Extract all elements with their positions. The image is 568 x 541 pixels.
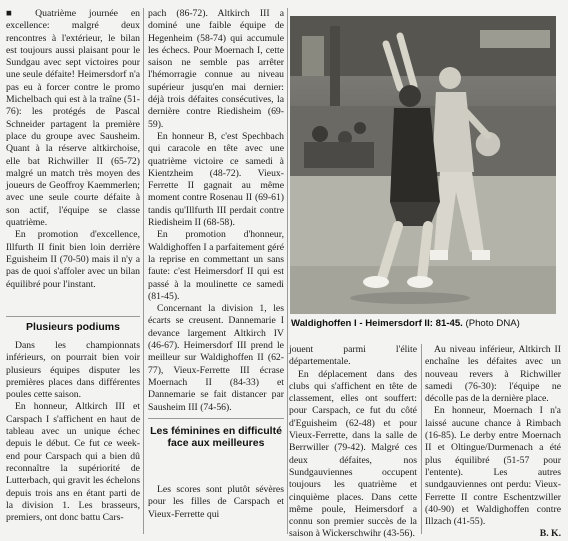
paragraph: En déplacement dans des clubs qui s'affichent en tête de classement, elles ont souffert: pour Carspach, ce fut du côté d'Eguisheim (62-48) et pour Vieux-Ferrette, dans la salle de Berrwiller (79-42). Malgré ces deux défaites, nos Sundgauviennes occupent toujours les quatrième et cinquième places. Dans cette même poule, Heimersdorf a connu son premier succès de la saison à Wickerschwihr (43-56).: [289, 368, 417, 540]
article-column-2: [148, 8, 284, 414]
photo-illustration: [290, 16, 556, 314]
paragraph: pach (86-72). Altkirch III a dominé une faible équipe de Hegenheim (58-74) qui accumule les échecs. Pour Moernach I, cette saison ne semble pas arrêter l'hémorragie connue au niveau supérieur jusqu'en mai dernier: déjà trois défaites consécutives, la dernière contre Riedisheim (69-59).: [148, 8, 284, 130]
paragraph: ■ Quatrième journée en excellence: malgré deux rencontres à l'extérieur, le bilan est toujours aussi plaisant pour le Sundgau avec sept victoires pour une seule défaite! Heimersdorf n'a pas eu à forcer contre le promo Michelbach qui est à la traîne (51-76): les protégés de Pascal Schneider partagent la première place du groupe avec Sausheim. Quant à la réserve altkirchoise, elle bat Richwiller II (65-72) malgré un match très moyen des joueurs de Geoffroy Kaemmerlen; avec une seule courte défaite à son actif, l'équipe se classe quatrième.: [6, 8, 140, 229]
paragraph: Au niveau inférieur, Altkirch II enchaîne les défaites avec un nouveau revers à Richwiller samedi (76-30): l'équipe ne décolle pas de la dernière place.: [425, 344, 561, 405]
paragraph: Dans les championnats inférieurs, on pourrait bien voir plusieurs équipes disputer les premières places dans différentes poules cette saison.: [6, 340, 140, 401]
paragraph: En honneur, Altkirch III et Carspach I s'affichent en haut de tableau avec un unique échec depuis le début. Ce fut ce week-end pour Carspach qui a bien dû reconnaître la supériorité de Lutterbach, qui gravit les échelons depuis trois ans en étant parti de la division 1. Les brasseurs, premiers, ont donc battu Cars-: [6, 401, 140, 524]
section-subhead: [148, 425, 284, 449]
article-column-4: [425, 344, 561, 541]
column-divider: [421, 344, 422, 534]
divider: [148, 418, 284, 419]
paragraph: En honneur, Moernach I n'a laissé aucune chance à Rimbach (16-85). Le derby entre Moernach II et Oltingue/Durmenach a été plus équilibré (51-57 pour l'entente). Les autres sundgauviennes ont perdu: Vieux-Ferrette II contre Eschentzwiller (40-90) et Waldighoffen contre Illzach (41-55).: [425, 405, 561, 528]
subhead-line: face aux meilleures: [167, 437, 265, 449]
photo-caption: [291, 318, 559, 330]
column-divider: [287, 8, 288, 534]
article-column-2-lower: [148, 484, 284, 521]
basketball-photo: [290, 16, 556, 314]
paragraph: En promotion d'excellence, Illfurth II finit bien loin derrière Eguisheim II (70-50) mais il n'y a pas de quoi s'affoler avec un bilan équilibré pour l'instant.: [6, 229, 140, 290]
paragraph: En promotion d'honneur, Waldighoffen I a parfaitement géré la reprise en commettant un sans faute: c'est Heimersdorf II qui est passé à la moulinette ce samedi (81-45).: [148, 229, 284, 302]
subhead-line: Les féminines en difficulté: [150, 425, 282, 437]
article-column-1: [6, 8, 140, 291]
paragraph: jouent parmi l'élite départementale.: [289, 344, 417, 368]
column-divider: [143, 8, 144, 534]
paragraph: Concernant la division 1, les écarts se creusent. Dannemarie I devance largement Altkirch IV (46-67). Heimersdorf III prend le meilleur sur Waldighoffen II (62-77), Vieux-Ferrette III écrase Moernach II (84-33) et Dannemarie se fait distancer par Sausheim III (74-56).: [148, 303, 284, 413]
photo-credit: (Photo DNA): [465, 318, 520, 329]
paragraph: En honneur B, c'est Spechbach qui caracole en tête avec une quatrième victoire ce samedi à Kientzheim (48-72). Vieux-Ferrette II gagnait au même moment contre Rosenau II (69-61) tandis qu'Illfurth III perdait contre Riedisheim II (68-58).: [148, 130, 284, 229]
article-column-1-lower: [6, 340, 140, 524]
section-subhead: Plusieurs podiums: [26, 321, 120, 333]
divider: [6, 316, 140, 317]
author-signature: B. K.: [539, 528, 561, 540]
paragraph: Les scores sont plutôt sévères pour les filles de Carspach et Vieux-Ferrette qui: [148, 484, 284, 520]
article-column-3: [289, 344, 417, 541]
caption-title: Waldighoffen I - Heimersdorf II: 81-45.: [291, 318, 463, 329]
